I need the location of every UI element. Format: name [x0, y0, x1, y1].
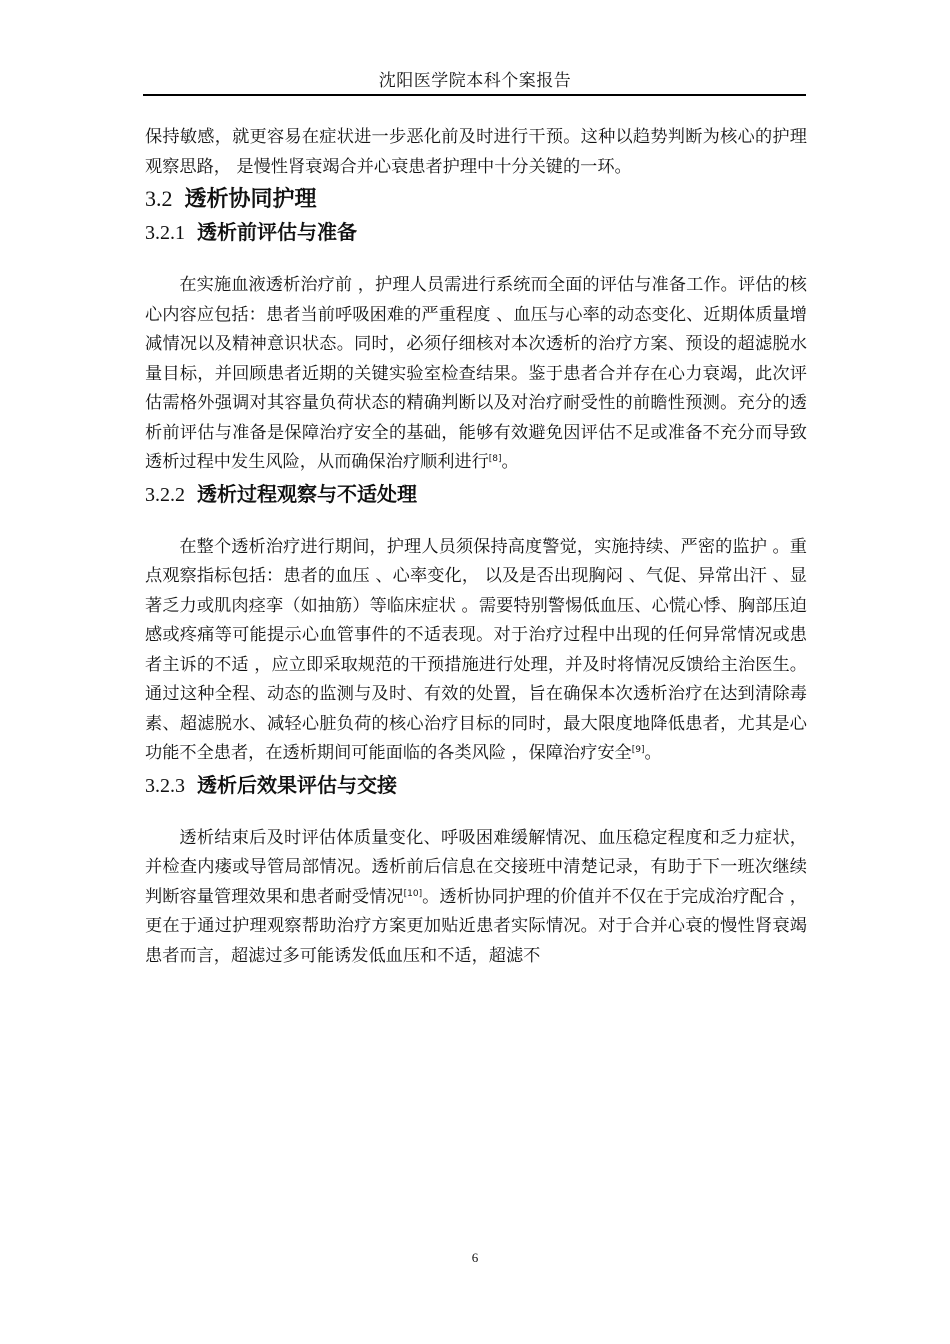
subsection-title: 透析后效果评估与交接	[197, 772, 397, 797]
paragraph-text: 透析结束后及时评估体质量变化、呼吸困难缓解情况、血压稳定程度和乏力症状，并检查内瘘或导管局部情况。透析前后信息在交接班中清楚记录，有助于下一班次继续判断容量管理效果和患者耐受情况	[145, 827, 807, 907]
section-number: 3.2	[145, 186, 173, 211]
paragraph-text: 在实施血液透析治疗前 ，护理人员需进行系统而全面的评估与准备工作。评估的核心内容应包括：患者当前呼吸困难的严重程度 、血压与心率的动态变化、近期体质量增减情况以及精神意识状态。同时，必须仔细核对本次透析的治疗方案、预设的超滤脱水量目标，并回顾患者近期的关键实验室检查结果。鉴于患者合并存在心力衰竭，此次评估需格外强调对其容量负荷状态的精确判断以及对治疗耐受性的前瞻性预测。充分的透析前评估与准备是保障治疗安全的基础，能够有效避免因评估不足或准备不充分而导致透析过程中发生风险，从而确保治疗顺利进行	[145, 275, 807, 472]
section-3-2-3-heading	[145, 769, 807, 803]
intro-paragraph: 保持敏感，就更容易在症状进一步恶化前及时进行干预。这种以趋势判断为核心的护理观察思路， 是慢性肾衰竭合并心衰患者护理中十分关键的一环。	[145, 127, 807, 177]
paragraph-during-dialysis	[145, 533, 807, 769]
paragraph-pre-dialysis	[145, 271, 807, 478]
paragraph-gap	[145, 250, 807, 271]
paragraph-gap	[145, 803, 807, 824]
paragraph-text-continued: 。透析协同护理的价值并不仅在于完成治疗配合 ， 更在于通过护理观察帮助治疗方案更加贴近患者实际情况。对于合并心衰的慢性肾衰竭患者而言，超滤过多可能诱发低血压和不适，超滤不	[145, 886, 807, 966]
section-3-2-1-heading	[145, 216, 807, 250]
subsection-number: 3.2.2	[145, 483, 185, 506]
subsection-number: 3.2.1	[145, 222, 185, 244]
subsection-title: 透析过程观察与不适处理	[197, 481, 417, 506]
section-3-2-heading	[145, 182, 807, 216]
section-title: 透析协同护理	[184, 187, 317, 212]
subsection-number: 3.2.3	[145, 774, 185, 797]
page-body	[145, 123, 807, 971]
section-3-2-2-heading	[145, 478, 807, 512]
citation-10: [10]	[403, 888, 423, 899]
paragraph-end: 。	[644, 743, 662, 763]
paragraph-gap	[145, 512, 807, 533]
citation-9: [9]	[631, 745, 645, 755]
paragraph-end: 。	[501, 452, 519, 472]
header-rule	[143, 94, 806, 96]
subsection-title: 透析前评估与准备	[197, 220, 357, 244]
running-header: 沈阳医学院本科个案报告	[378, 71, 572, 91]
page-number: 6	[471, 1250, 479, 1265]
paragraph-post-dialysis	[145, 824, 807, 972]
citation-8: [8]	[488, 454, 502, 464]
paragraph-text: 在整个透析治疗进行期间，护理人员须保持高度警觉，实施持续、严密的监护 。重点观察指标包括：患者的血压 、心率变化， 以及是否出现胸闷 、气促、异常出汗 、显著乏力或肌肉痉挛（如抽筋）等临床症状 。需要特别警惕低血压、心慌心悸、胸部压迫感或疼痛等可能提示心血管事件的不适表现。对于治疗过程中出现的任何异常情况或患者主诉的不适 ，应立即采取规范的干预措施进行处理，并及时将情况反馈给主治医生。通过这种全程、动态的监测与及时、有效的处置，旨在确保本次透析治疗在达到清除毒素、超滤脱水、减轻心脏负荷的核心治疗目标的同时，最大限度地降低患者，尤其是心功能不全患者，在透析期间可能面临的各类风险 ，保障治疗安全	[145, 536, 807, 763]
